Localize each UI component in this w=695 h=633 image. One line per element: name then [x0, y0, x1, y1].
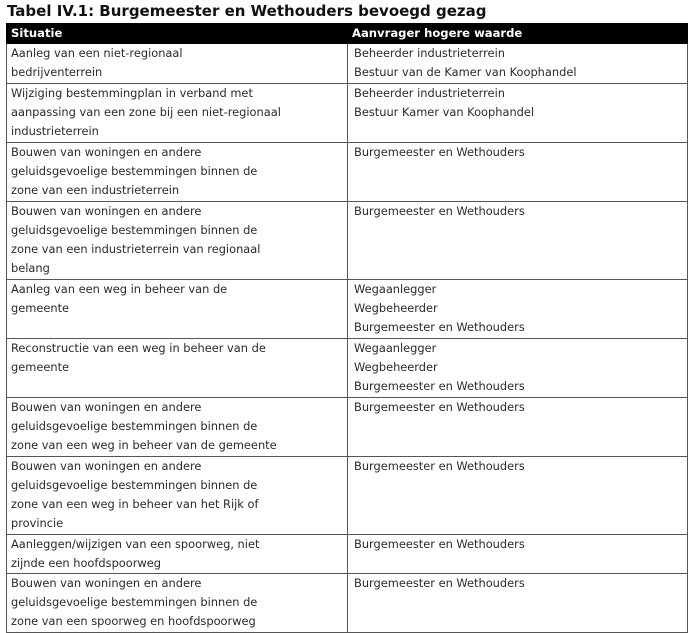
aanvrager-line: Burgemeester en Wethouders [354, 320, 525, 335]
aanvrager-cell [348, 338, 688, 397]
aanvrager-line: Beheerder industrieterrein [354, 85, 505, 100]
aanvrager-cell [348, 279, 688, 338]
situatie-line: Reconstructie van een weg in beheer van de [11, 340, 266, 355]
situatie-line: Bouwen van woningen en andere [11, 399, 202, 414]
situatie-line: zone van een industrieterrein [11, 183, 180, 198]
aanvrager-line: Burgemeester en Wethouders [354, 458, 525, 473]
situatie-line: Aanleggen/wijzigen van een spoorweg, niet [11, 536, 260, 551]
situatie-cell [7, 574, 348, 633]
situatie-line: geluidsgevoelige bestemmingen binnen de [11, 595, 258, 610]
situatie-cell [7, 397, 348, 456]
situatie-line: gemeente [11, 300, 70, 315]
situatie-line: zone van een spoorweg en hoofdspoorweg [11, 614, 256, 629]
aanvrager-line: Burgemeester en Wethouders [354, 399, 525, 414]
situatie-line: zone van een industrieterrein van regionaal [11, 242, 261, 257]
table-header-row [7, 24, 688, 44]
table-body [7, 44, 688, 633]
table-row [7, 201, 688, 279]
situatie-line: zijnde een hoofdspoorweg [11, 555, 161, 570]
situatie-line: zone van een weg in beheer van het Rijk of [11, 497, 259, 512]
aanvrager-line: Beheerder industrieterrein [354, 46, 505, 61]
situatie-line: geluidsgevoelige bestemmingen binnen de [11, 163, 258, 178]
aanvrager-line: Wegbeheerder [354, 359, 438, 374]
table-row [7, 338, 688, 397]
situatie-line: Aanleg van een weg in beheer van de [11, 281, 228, 296]
table-row [7, 397, 688, 456]
aanvrager-cell [348, 574, 688, 633]
situatie-line: Aanleg van een niet-regionaal [11, 46, 183, 61]
aanvrager-cell [348, 142, 688, 201]
aanvrager-line: Burgemeester en Wethouders [354, 203, 525, 218]
column-header-aanvrager: Aanvrager hogere waarde [348, 24, 688, 44]
table-title: Tabel IV.1: Burgemeester en Wethouders bevoegd gezag [7, 2, 487, 20]
aanvrager-line: Wegbeheerder [354, 300, 438, 315]
situatie-line: Bouwen van woningen en andere [11, 576, 202, 591]
situatie-line: aanpassing van een zone bij een niet-regionaal [11, 104, 281, 119]
situatie-line: belang [11, 261, 50, 276]
aanvrager-cell [348, 534, 688, 573]
situatie-line: geluidsgevoelige bestemmingen binnen de [11, 222, 258, 237]
situatie-line: Bouwen van woningen en andere [11, 144, 202, 159]
situatie-line: Bouwen van woningen en andere [11, 458, 202, 473]
situatie-cell [7, 201, 348, 279]
aanvrager-cell [348, 456, 688, 534]
aanvrager-cell [348, 44, 688, 83]
situatie-line: geluidsgevoelige bestemmingen binnen de [11, 418, 258, 433]
situatie-cell [7, 338, 348, 397]
situatie-cell [7, 279, 348, 338]
aanvrager-line: Burgemeester en Wethouders [354, 144, 525, 159]
aanvrager-cell [348, 201, 688, 279]
situatie-cell [7, 83, 348, 142]
situatie-line: bedrijventerrein [11, 65, 103, 80]
table-row [7, 574, 688, 633]
table-row [7, 44, 688, 83]
situatie-line: Bouwen van woningen en andere [11, 203, 202, 218]
table-row [7, 456, 688, 534]
situatie-line: zone van een weg in beheer van de gemeente [11, 438, 277, 453]
aanvrager-cell [348, 397, 688, 456]
situatie-cell [7, 142, 348, 201]
situatie-line: geluidsgevoelige bestemmingen binnen de [11, 477, 258, 492]
situatie-line: gemeente [11, 359, 70, 374]
aanvrager-line: Bestuur Kamer van Koophandel [354, 104, 535, 119]
table-row [7, 83, 688, 142]
situatie-cell [7, 456, 348, 534]
aanvrager-line: Burgemeester en Wethouders [354, 576, 525, 591]
aanvrager-line: Burgemeester en Wethouders [354, 379, 525, 394]
situatie-line: Wijziging bestemmingplan in verband met [11, 85, 253, 100]
table-row [7, 534, 688, 573]
table-row [7, 279, 688, 338]
aanvrager-line: Wegaanlegger [354, 340, 437, 355]
aanvrager-line: Bestuur van de Kamer van Koophandel [354, 65, 577, 80]
table-row [7, 142, 688, 201]
aanvrager-cell [348, 83, 688, 142]
situatie-cell [7, 44, 348, 83]
situatie-line: industrieterrein [11, 124, 99, 139]
aanvrager-line: Burgemeester en Wethouders [354, 536, 525, 551]
situatie-cell [7, 534, 348, 573]
bevoegd-gezag-table [6, 23, 688, 633]
aanvrager-line: Wegaanlegger [354, 281, 437, 296]
column-header-situatie: Situatie [7, 24, 348, 44]
situatie-line: provincie [11, 516, 64, 531]
